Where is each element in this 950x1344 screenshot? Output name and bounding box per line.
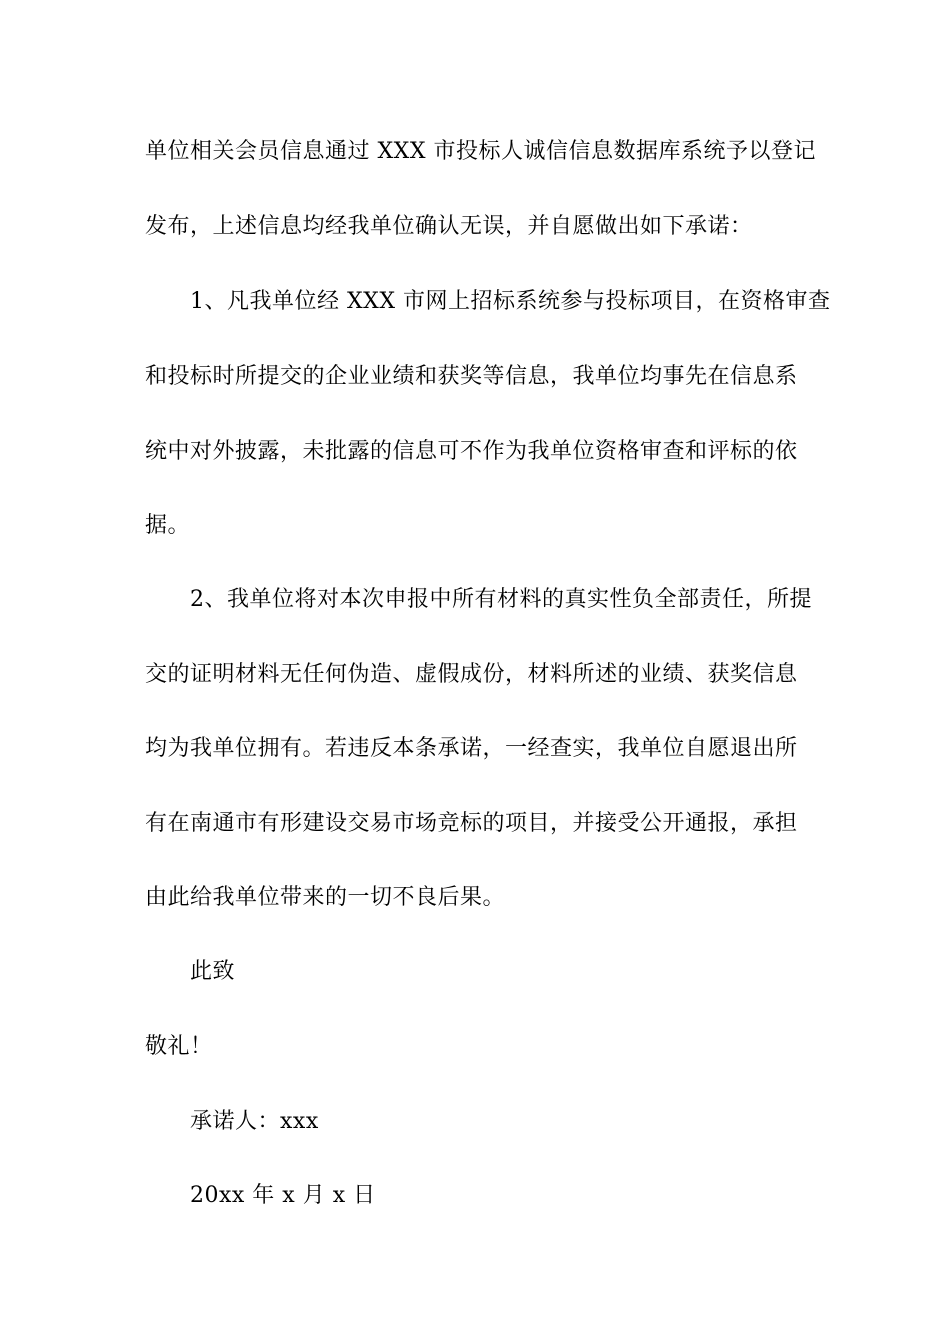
- paragraph-line: 单位相关会员信息通过 XXX 市投标人诚信信息数据库系统予以登记: [145, 139, 816, 164]
- paragraph-line: 据。: [145, 513, 191, 538]
- promise-item-2-line: 2、我单位将对本次申报中所有材料的真实性负全部责任，所提: [190, 587, 812, 612]
- paragraph-line: 交的证明材料无任何伪造、虚假成份，材料所述的业绩、获奖信息: [145, 662, 798, 687]
- paragraph-line: 有在南通市有形建设交易市场竞标的项目，并接受公开通报，承担: [145, 811, 798, 836]
- closing-text: 此致: [190, 959, 236, 984]
- paragraph-line: 发布，上述信息均经我单位确认无误，并自愿做出如下承诺：: [145, 214, 753, 239]
- signer-line: 承诺人：xxx: [190, 1109, 319, 1134]
- paragraph-line: 和投标时所提交的企业业绩和获奖等信息，我单位均事先在信息系: [145, 364, 798, 389]
- paragraph-line: 均为我单位拥有。若违反本条承诺，一经查实，我单位自愿退出所: [145, 736, 798, 761]
- paragraph-line: 由此给我单位带来的一切不良后果。: [145, 885, 506, 910]
- promise-item-1-line: 1、凡我单位经 XXX 市网上招标系统参与投标项目，在资格审查: [190, 289, 831, 314]
- salute-text: 敬礼！: [145, 1034, 213, 1059]
- paragraph-line: 统中对外披露，未批露的信息可不作为我单位资格审查和评标的依: [145, 439, 798, 464]
- date-line: 20xx 年 x 月 x 日: [190, 1183, 376, 1208]
